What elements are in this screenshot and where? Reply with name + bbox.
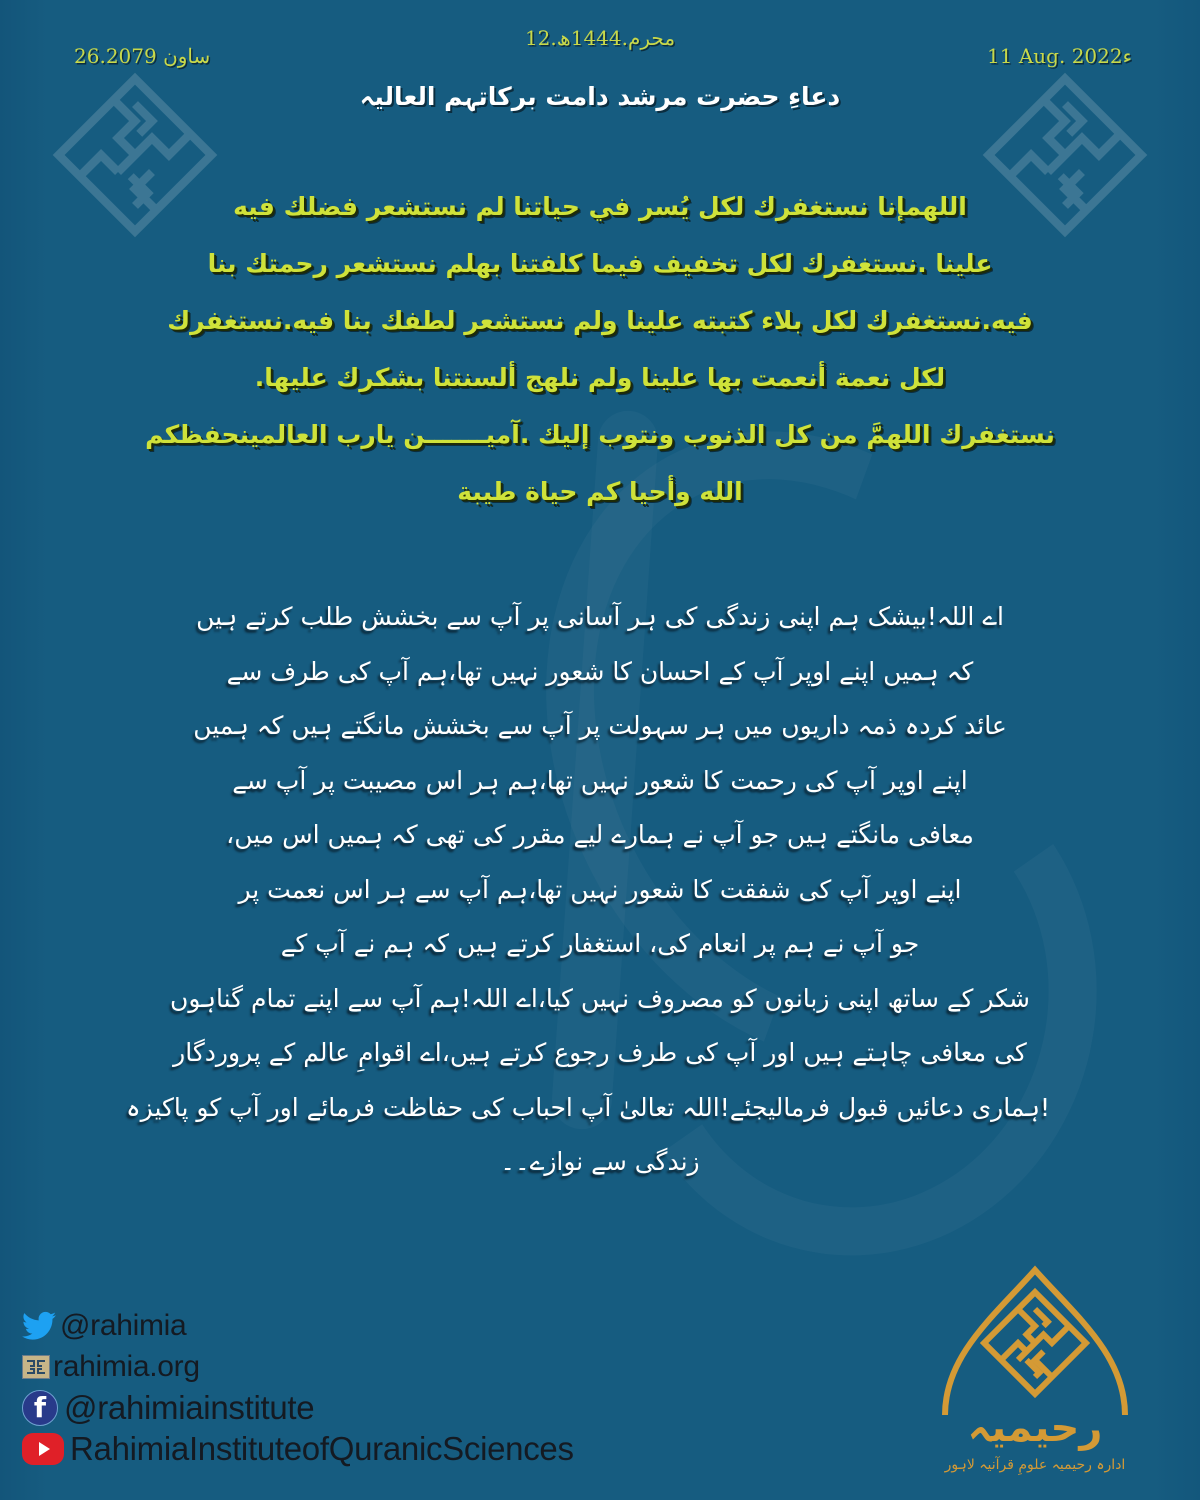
arabic-line: نستغفرك اللهمَّ من كل الذنوب ونتوب إليك .آميـــــــن يارب العالمينحفظكم [145,420,1055,449]
arabic-line: الله وأحيا كم حياة طيبة [457,477,743,506]
date-vikram: 26.ساون 2079 [74,44,211,68]
urdu-line: اپنے اوپر آپ کی رحمت کا شعور نہیں تھا،ہم ہر اس مصیبت پر آپ سے [232,765,968,795]
urdu-line: کی معافی چاہتے ہیں اور آپ کی طرف رجوع کرتے ہیں،اے اقوامِ عالم کے پروردگار [173,1038,1027,1067]
urdu-line: زندگی سے نوازے۔۔ [500,1147,700,1176]
arabic-line: فيه.نستغفرك لكل بلاء كتبته علينا ولم نستشعر لطفك بنا فيه.نستغفرك [167,306,1033,335]
logo-subtitle: ادارہ رحیمیہ علومِ قرآنیہ لاہور [944,1457,1126,1473]
urdu-line: !ہماری دعائیں قبول فرمالیجئے!اللہ تعالیٰ آپ احباب کی حفاظت فرمائے اور آپ کو پاکیزہ [126,1092,1050,1122]
website-url: rahimia.org [53,1349,200,1383]
social-website[interactable] [22,1346,574,1387]
page-title: دعاءِ حضرت مرشد دامت برکاتہم العالیہ [359,82,841,111]
date-gregorian: 11 Aug. 2022ء [987,44,1132,68]
urdu-line: کہ ہمیں اپنے اوپر آپ کے احسان کا شعور نہیں تھا،ہم آپ کی طرف سے [226,656,974,686]
website-icon [22,1355,50,1379]
twitter-handle: @rahimia [60,1308,187,1342]
youtube-icon [22,1433,64,1465]
arabic-line: علينا .نستغفرك لكل تخفيف فيما كلفتنا بهلم نستشعر رحمتك بنا [207,249,993,278]
rahimia-logo [915,1265,1155,1490]
date-hijri: 12.محرم.1444ھ [524,26,676,50]
social-youtube[interactable] [22,1428,574,1469]
youtube-channel: RahimiaInstituteofQuranicSciences [70,1429,574,1467]
urdu-line: معافی مانگتے ہیں جو آپ نے ہمارے لیے مقرر کی تھی کہ ہمیں اس میں، [226,820,974,849]
urdu-line: عائد کردہ ذمہ داریوں میں ہر سہولت پر آپ سے بخشش مانگتے ہیں کہ ہمیں [193,711,1007,740]
facebook-handle: @rahimiainstitute [64,1388,315,1426]
urdu-translation [126,590,1050,1190]
urdu-line: شکر کے ساتھ اپنی زبانوں کو مصروف نہیں کیا،اے اللہ!ہم آپ سے اپنے تمام گناہوں [170,983,1030,1013]
arabic-line: لكل نعمة أنعمت بها علينا ولم نلهج ألسنتنا بشكرك عليها. [254,363,946,392]
twitter-icon [22,1311,56,1341]
urdu-line: اے اللہ!بیشک ہم اپنی زندگی کی ہر آسانی پر آپ سے بخشش طلب کرتے ہیں [196,602,1004,631]
urdu-line: اپنے اوپر آپ کی شفقت کا شعور نہیں تھا،ہم آپ سے ہر اس نعمت پر [238,874,962,904]
logo-name: رحیمیہ [967,1405,1103,1451]
social-twitter[interactable] [22,1305,574,1346]
urdu-line: جو آپ نے ہم پر انعام کی، استغفار کرتے ہیں کہ ہم نے آپ کے [280,929,920,958]
arabic-line: اللهمإنا نستغفرك لكل يُسر في حياتنا لم نستشعر فضلك فيه [233,192,967,221]
arabic-dua [70,178,1130,520]
social-facebook[interactable] [22,1387,574,1428]
facebook-icon: f [22,1390,58,1426]
social-links [22,1305,574,1469]
